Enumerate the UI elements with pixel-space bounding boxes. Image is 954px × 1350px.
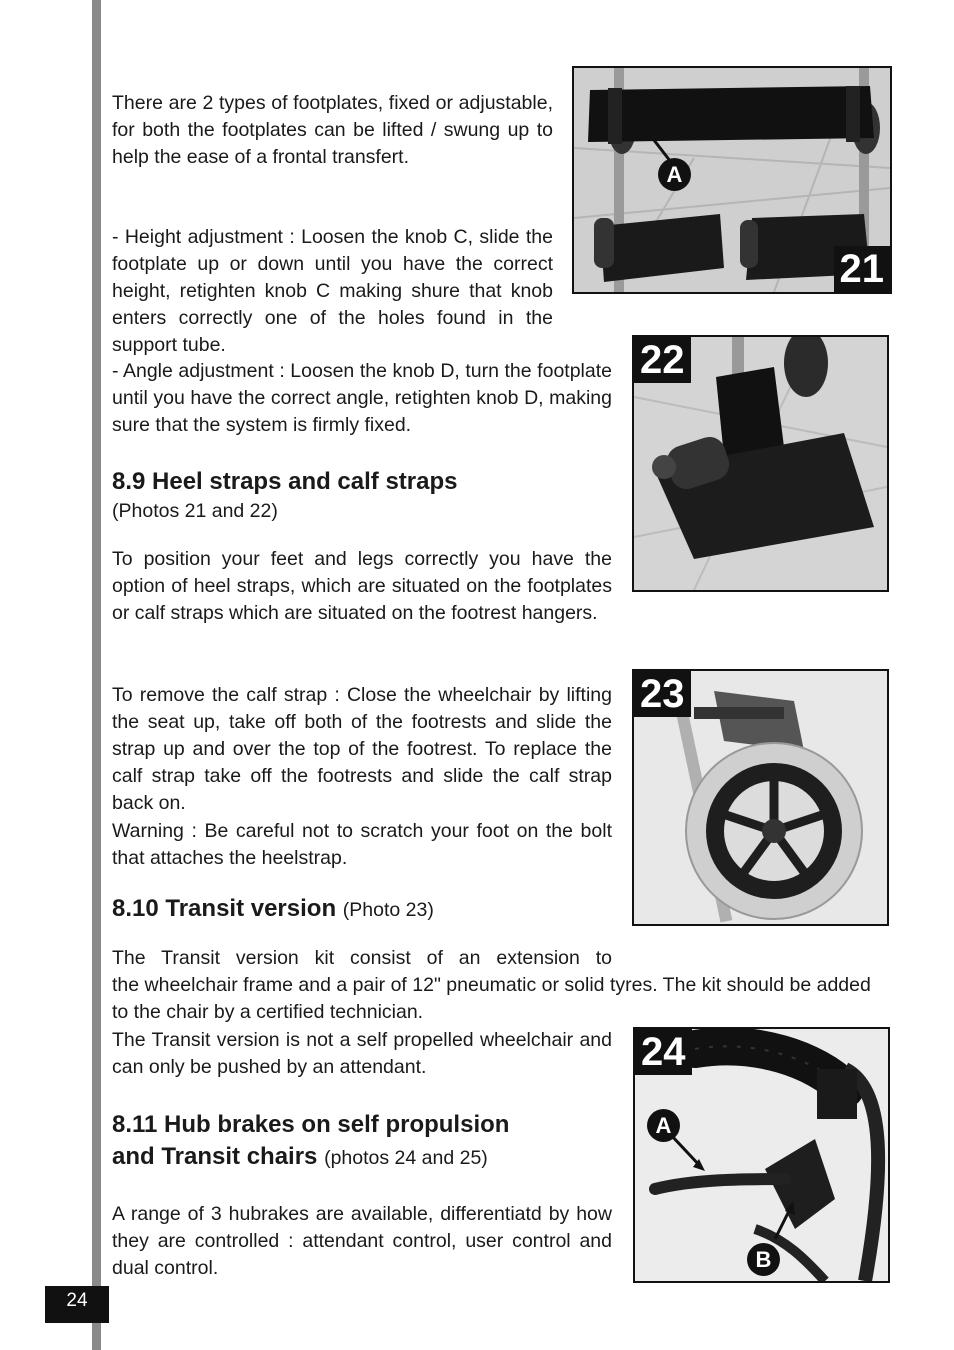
- photo-22: [632, 335, 889, 592]
- photo-24-number: 24: [635, 1029, 692, 1075]
- height-adjustment-paragraph: - Height adjustment : Loosen the knob C, slide the footplate up or down until you have the correct height, retighten knob C making shure that knob enters correctly one of the holes found in the support tube.: [112, 226, 553, 356]
- section-8-9-subheading: (Photos 21 and 22): [112, 500, 278, 522]
- photo-21-number: 21: [834, 246, 891, 292]
- section-8-10-heading: 8.10 Transit version (Photo 23): [112, 895, 434, 922]
- photo-23-number: 23: [634, 671, 691, 717]
- photo-23: [632, 669, 889, 926]
- photo-24: [633, 1027, 890, 1283]
- angle-adjustment-paragraph: - Angle adjustment : Loosen the knob D, turn the footplate until you have the correct angle, retighten knob D, making sure that the system is firmly fixed.: [112, 360, 612, 436]
- calf-strap-paragraph: To remove the calf strap : Close the wheelchair by lifting the seat up, take off both of the footrests and slide the strap up and over the top of the footrest. To replace the calf strap take off the footrests and slide the calf strap back on.: [112, 684, 612, 814]
- photo-24-callout-a: A: [647, 1109, 680, 1142]
- photo-22-number: 22: [634, 337, 691, 383]
- section-8-11-heading: 8.11 Hub brakes on self propulsion and Transit chairs (photos 24 and 25): [112, 1111, 510, 1170]
- transit-paragraph-line1: The Transit version kit consist of an extension to: [112, 947, 612, 969]
- intro-paragraph: There are 2 types of footplates, fixed or adjustable, for both the footplates can be lifted / swung up to help the ease of a frontal transfert.: [112, 92, 553, 168]
- section-8-9-heading: 8.9 Heel straps and calf straps: [112, 468, 458, 495]
- transit-attendant-paragraph: The Transit version is not a self propelled wheelchair and can only be pushed by an attendant.: [112, 1029, 612, 1078]
- page-margin-bar: [92, 0, 101, 1350]
- photo-21-callout-a: A: [658, 158, 691, 191]
- page-number: 24: [45, 1286, 109, 1323]
- photo-24-callout-b: B: [747, 1243, 780, 1276]
- heel-straps-paragraph: To position your feet and legs correctly you have the option of heel straps, which are situated on the footplates or calf straps which are situated on the footrest hangers.: [112, 548, 612, 624]
- photo-21: [572, 66, 892, 294]
- warning-paragraph: Warning : Be careful not to scratch your foot on the bolt that attaches the heelstrap.: [112, 820, 612, 869]
- transit-paragraph-rest: the wheelchair frame and a pair of 12" pneumatic or solid tyres. The kit should be added to the chair by a certified technician.: [112, 974, 871, 1023]
- hub-brakes-paragraph: A range of 3 hubrakes are available, differentiatd by how they are controlled : attendant control, user control and dual control.: [112, 1203, 612, 1279]
